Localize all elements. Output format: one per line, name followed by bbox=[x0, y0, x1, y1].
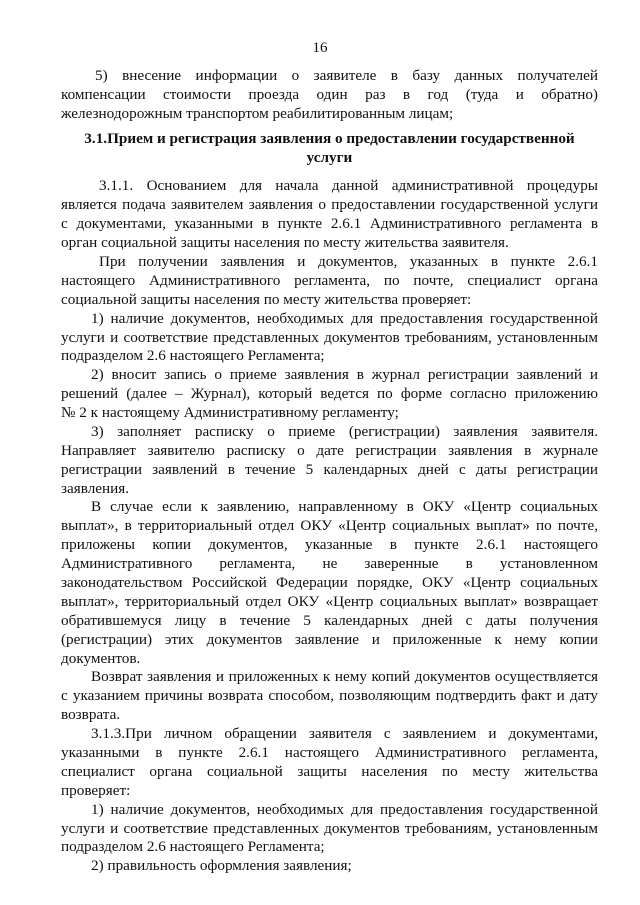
text-line: 5) внесение информации о заявителе в базу данных получателей bbox=[95, 67, 598, 84]
text-line: Возврат заявления и приложенных к нему копий документов осуществляется bbox=[91, 668, 598, 685]
text-line: приложены копии документов, указанные в пункте 2.6.1 настоящего bbox=[61, 536, 598, 553]
text-line: компенсации стоимости проезда один раз в год (туда и обратно) bbox=[61, 86, 598, 103]
text-line: 2) правильность оформления заявления; bbox=[91, 857, 352, 874]
text-line: 2) вносит запись о приеме заявления в журнал регистрации заявлений и bbox=[91, 366, 598, 383]
text-line: специалист органа социальной защиты населения по месту жительства bbox=[61, 763, 598, 780]
text-line: 3.1.3.При личном обращении заявителя с заявлением и документами, bbox=[91, 725, 598, 742]
text-line: является подача заявителем заявления о предоставлении государственной услуги bbox=[61, 196, 598, 213]
text-line: Направляет заявителю расписку о дате регистрации заявления в журнале bbox=[61, 442, 598, 459]
text-line: услуги и соответствие представленных документов требованиям, установленным bbox=[61, 329, 598, 346]
text-line: 3.1.1. Основанием для начала данной административной процедуры bbox=[99, 177, 598, 194]
text-line: (регистрации) этих документов заявление и приложенные к нему копии bbox=[61, 631, 598, 648]
text-line: решений (далее – Журнал), который ведется по форме согласно приложению bbox=[61, 385, 598, 402]
section-heading-line: услуги bbox=[306, 149, 353, 166]
text-line: выплат», в территориальный отдел ОКУ «Центр социальных выплат» по почте, bbox=[61, 517, 598, 534]
text-line: орган социальной защиты населения по месту жительства заявителя. bbox=[61, 234, 509, 251]
text-line: документов. bbox=[61, 650, 141, 667]
text-line: с документами, указанными в пункте 2.6.1 Административного регламента в bbox=[61, 215, 598, 232]
text-line: железнодорожным транспортом реабилитированным лицам; bbox=[61, 105, 454, 122]
text-line: 3) заполняет расписку о приеме (регистрации) заявления заявителя. bbox=[91, 423, 598, 440]
text-line: с указанием причины возврата способом, позволяющим подтвердить факт и дату bbox=[61, 687, 598, 704]
text-line: регистрации заявлений в течение 5 календарных дней с даты регистрации bbox=[61, 461, 598, 478]
text-line: настоящего Административного регламента, по почте, специалист органа bbox=[61, 272, 598, 289]
page-number: 16 bbox=[312, 40, 328, 56]
text-line: законодательством Российской Федерации порядке, ОКУ «Центр социальных bbox=[61, 574, 598, 591]
text-line: Административного регламента, не заверенные в установленном bbox=[61, 555, 598, 572]
text-line: подразделом 2.6 настоящего Регламента; bbox=[61, 347, 325, 364]
text-line: социальной защиты населения по месту жительства проверяет: bbox=[61, 291, 472, 308]
text-line: услуги и соответствие представленных документов требованиям, установленным bbox=[61, 820, 598, 837]
text-line: подразделом 2.6 настоящего Регламента; bbox=[61, 838, 325, 855]
text-line: выплат», территориальный отдел ОКУ «Центр социальных выплат» возвращает bbox=[61, 593, 598, 610]
text-line: При получении заявления и документов, указанных в пункте 2.6.1 bbox=[99, 253, 598, 270]
text-line: В случае если к заявлению, направленному в ОКУ «Центр социальных bbox=[91, 498, 598, 515]
text-line: заявления. bbox=[61, 480, 130, 497]
text-line: 1) наличие документов, необходимых для предоставления государственной bbox=[91, 801, 598, 818]
text-line: возврата. bbox=[61, 706, 121, 723]
section-heading-line: 3.1.Прием и регистрация заявления о предоставлении государственной bbox=[84, 130, 575, 147]
text-line: проверяет: bbox=[61, 782, 131, 799]
text-line: указанными в пункте 2.6.1 настоящего Административного регламента, bbox=[61, 744, 598, 761]
text-line: 1) наличие документов, необходимых для предоставления государственной bbox=[91, 310, 598, 327]
text-line: № 2 к настоящему Административному регламенту; bbox=[61, 404, 399, 421]
text-line: обратившемуся лицу в течение 5 календарных дней с даты получения bbox=[61, 612, 598, 629]
